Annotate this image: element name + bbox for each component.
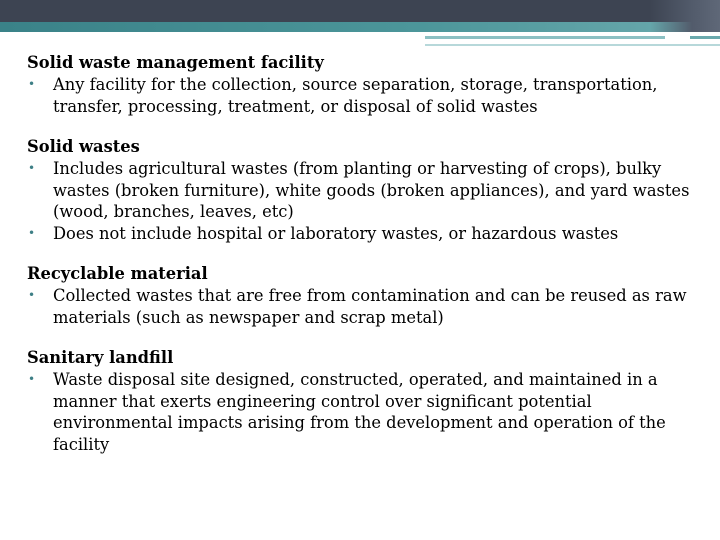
bullet-list [27, 158, 702, 244]
section-sanitary-landfill [27, 346, 702, 455]
bullet-icon: • [28, 225, 36, 240]
bullet-icon: • [28, 77, 36, 91]
bullet-item [27, 74, 702, 117]
section-heading: Sanitary landfill [27, 348, 174, 367]
bullet-item [27, 223, 702, 245]
bullet-text: Any facility for the collection, source separation, storage, transportation, transfer, processing, treatment, or disposal of solid wastes [53, 75, 658, 116]
section-heading: Solid wastes [27, 137, 140, 156]
bullet-list [27, 285, 702, 328]
bullet-item [27, 369, 702, 455]
header-accent-stripe [425, 44, 720, 46]
bullet-icon: • [28, 372, 36, 386]
bullet-text: Includes agricultural wastes (from planting or harvesting of crops), bulky wastes (broken furniture), white goods (broken appliances), and yard wastes (wood, branches, leaves, etc) [53, 159, 690, 221]
slide-body [27, 51, 702, 455]
section-recyclable-material [27, 262, 702, 328]
section-heading: Solid waste management facility [27, 53, 324, 72]
header-bar-corner-gradient [650, 0, 720, 32]
header-bar-gradient [0, 22, 700, 32]
bullet-text: Collected wastes that are free from contamination and can be reused as raw materials (such as newspaper and scrap metal) [53, 286, 687, 327]
bullet-text: Waste disposal site designed, constructed, operated, and maintained in a manner that exerts engineering control over significant potential environmental impacts arising from the development and operation of the facility [53, 370, 666, 454]
bullet-item [27, 158, 702, 223]
section-solid-wastes [27, 135, 702, 244]
bullet-icon: • [28, 161, 36, 175]
bullet-list [27, 74, 702, 117]
section-heading: Recyclable material [27, 264, 208, 283]
header-bar-dark [0, 0, 720, 22]
bullet-icon: • [28, 288, 36, 302]
section-solid-waste-management-facility [27, 51, 702, 117]
bullet-item [27, 285, 702, 328]
header-accent-stripe [425, 36, 665, 39]
header-accent-stripe [690, 36, 720, 39]
bullet-list [27, 369, 702, 455]
bullet-text: Does not include hospital or laboratory wastes, or hazardous wastes [53, 223, 619, 243]
